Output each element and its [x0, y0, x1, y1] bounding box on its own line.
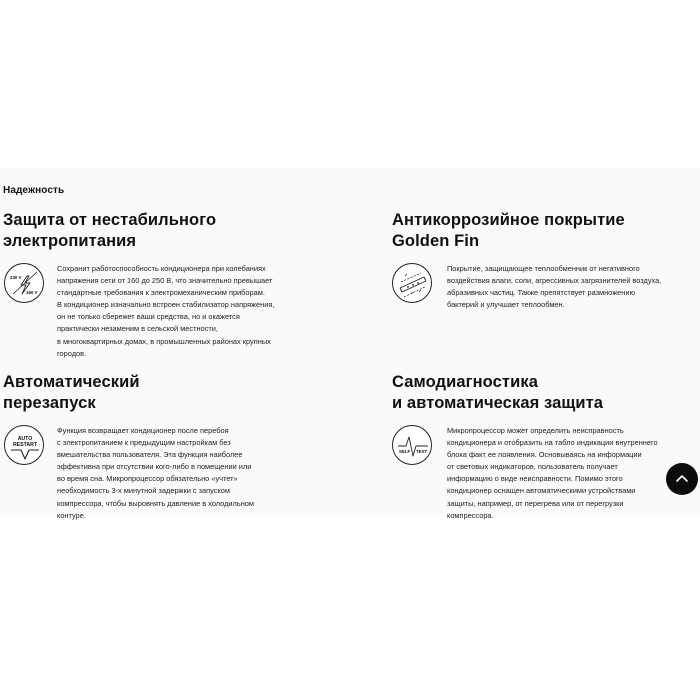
feature-title: Самодиагностика и автоматическая защита [392, 373, 604, 412]
chevron-up-icon [666, 463, 698, 495]
feature-description: Функция возвращает кондиционер после перебоя с электропитанием к предыдущим настройкам без вмешательства пользователя. Эта функция наиболее эффективна при отсутствии кого-либо в помещении или во время сна. Микропроцессор обязательно «учтет» необходимость 3-х минутной задержки с запуском компрессора, чтобы выровнять давление в холодильном контуре. [57, 426, 254, 520]
svg-text:160 V: 160 V [26, 290, 38, 295]
feature-description: Покрытие, защищающее теплообменник от негативного воздействия влаги, соли, агрессивных загрязнителей воздуха, абразивных частиц. Также препятствует размножению бактерий и улучшает теплообмен. [447, 264, 662, 310]
golden-fin-coating-icon [392, 263, 432, 303]
feature-title: Автоматический перезапуск [3, 373, 140, 412]
section-title: Надежность [3, 185, 65, 196]
feature-title: Антикоррозийное покрытие Golden Fin [392, 211, 625, 250]
feature-golden-fin [392, 210, 625, 252]
feature-title: Защита от нестабильного электропитания [3, 211, 217, 250]
self-test-icon [392, 425, 432, 465]
feature-auto-restart [3, 372, 140, 414]
scroll-to-top-button[interactable] [666, 463, 698, 495]
svg-text:SELF: SELF [399, 449, 411, 454]
feature-power-protection [3, 210, 216, 252]
voltage-stabilizer-icon [4, 263, 44, 303]
feature-description: Сохранит работоспособность кондиционера при колебаниях напряжения сети от 160 до 250 В, что значительно превышает стандартные требования к электромеханическим приборам. В кондиционер изначально встроен стабилизатор напряжения, он не только сбережет ваши средства, но и окажется практически незаменим в сельской местности, в многоквартирных домах, в промышленных районах крупных городов. [57, 264, 275, 358]
svg-text:TEST: TEST [416, 449, 428, 454]
feature-description: Микропроцессор может определить неисправность кондиционера и отобразить на табло индикации внутреннего блока факт ее появления. Основываясь на информации от световых индикаторов, пользователь получает информацию о виде неисправности. Помимо этого кондиционер оснащен автоматическими устройствами защиты, например, от перегрева или от перегрузки компрессора. [447, 426, 658, 520]
auto-restart-icon [4, 425, 44, 465]
svg-text:RESTART: RESTART [12, 442, 38, 448]
feature-self-diagnostics [392, 372, 603, 414]
svg-text:AUTO: AUTO [17, 436, 33, 442]
svg-text:230 V: 230 V [10, 275, 22, 280]
